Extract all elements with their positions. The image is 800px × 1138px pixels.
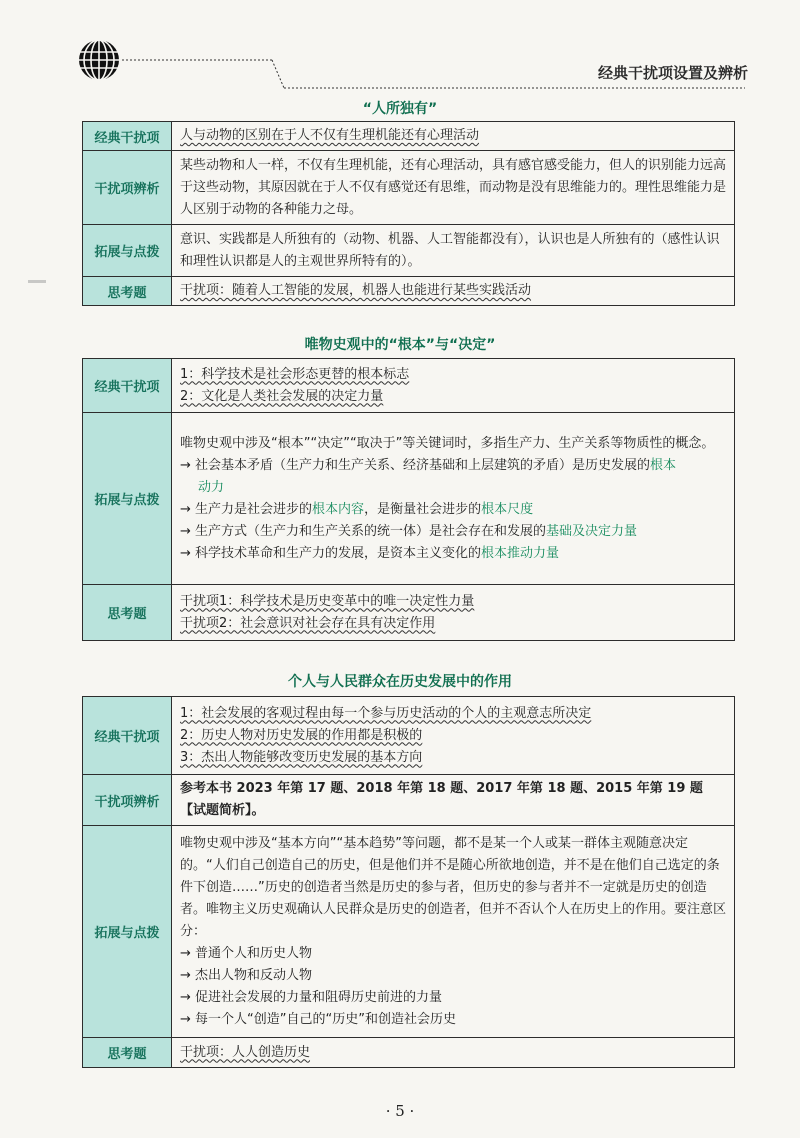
- section-title-3: 个人与人民群众在历史发展中的作用: [288, 674, 512, 690]
- section-table-3: [82, 696, 735, 1068]
- table-row: [83, 122, 735, 151]
- distractor-text: 人与动物的区别在于人不仅有生理机能还有心理活动: [180, 128, 480, 143]
- table-row: [83, 225, 735, 277]
- row-label: 经典干扰项: [83, 359, 172, 413]
- row-label: 思考题: [83, 585, 172, 641]
- list-item: → 科学技术革命和生产力的发展，是资本主义变化的根本推动力量: [180, 545, 560, 561]
- list-item: → 每一个人“创造”自己的“历史”和创造社会历史: [180, 1011, 456, 1027]
- row-content: [172, 413, 735, 585]
- highlight-text: 根本: [650, 457, 677, 473]
- row-content: [172, 1038, 735, 1068]
- question-text: 干扰项1：科学技术是历史变革中的唯一决定性力量: [180, 593, 475, 609]
- intro-text: 唯物史观中涉及“基本方向”“基本趋势”等问题，都不是某一个人或某一群体主观随意决定的。“人们自己创造自己的历史，但是他们并不是随心所欲地创造，并不是在他们自己选定的条件下创造……”历史的创造者当然是历史的参与者，但历史的参与者并不一定就是历史的创造者。唯物主义历史观确认人民群众是历史的创造者，但并不否认个人在历史上的作用。要注意区分：: [180, 835, 727, 939]
- reference-text: 参考本书 2023 年第 17 题、2018 年第 18 题、2017 年第 18 题、2015 年第 19 题【试题简析】。: [172, 775, 735, 826]
- row-label: 拓展与点拨: [83, 225, 172, 277]
- row-content: [172, 697, 735, 775]
- list-item: → 生产力是社会进步的根本内容，是衡量社会进步的根本尺度: [180, 501, 534, 517]
- section-title-1: “人所独有”: [362, 101, 438, 117]
- row-label: 经典干扰项: [83, 697, 172, 775]
- highlight-text: 根本推动力量: [481, 545, 560, 561]
- highlight-text: 根本尺度: [481, 501, 534, 517]
- row-label: 干扰项辨析: [83, 775, 172, 826]
- page-number: · 5 ·: [385, 1102, 415, 1120]
- page-header: [0, 0, 800, 95]
- table-row: [83, 413, 735, 585]
- highlight-text: 基础及决定力量: [546, 523, 638, 539]
- section-table-1: [82, 121, 735, 306]
- highlight-text: 根本内容: [312, 501, 365, 517]
- globe-icon: [77, 38, 121, 82]
- row-content: [172, 826, 735, 1038]
- distractor-text: 1：科学技术是社会形态更替的根本标志: [180, 366, 410, 382]
- question-text: 干扰项：随着人工智能的发展，机器人也能进行某些实践活动: [180, 283, 532, 298]
- distractor-text: 3：杰出人物能够改变历史发展的基本方向: [180, 749, 423, 765]
- distractor-text: 2：历史人物对历史发展的作用都是积极的: [180, 727, 423, 743]
- table-row: [83, 359, 735, 413]
- row-content: [172, 122, 735, 151]
- row-content: [172, 585, 735, 641]
- distractor-text: 2：文化是人类社会发展的决定力量: [180, 388, 384, 404]
- list-item: → 生产方式（生产力和生产关系的统一体）是社会存在和发展的基础及决定力量: [180, 523, 638, 539]
- row-label: 干扰项辨析: [83, 151, 172, 225]
- distractor-text: 1：社会发展的客观过程由每一个参与历史活动的个人的主观意志所决定: [180, 705, 592, 721]
- table-row: [83, 826, 735, 1038]
- row-content: 意识、实践都是人所独有的（动物、机器、人工智能都没有），认识也是人所独有的（感性认识和理性认识都是人的主观世界所特有的）。: [172, 225, 735, 277]
- row-label: 拓展与点拨: [83, 413, 172, 585]
- section-table-2: [82, 358, 735, 641]
- table-row: [83, 585, 735, 641]
- list-item: → 杰出人物和反动人物: [180, 967, 313, 983]
- question-text: 干扰项：人人创造历史: [180, 1044, 311, 1060]
- table-row: [83, 697, 735, 775]
- highlight-text: 动力: [198, 479, 225, 495]
- scan-mark: [28, 280, 46, 283]
- list-item: → 促进社会发展的力量和阻碍历史前进的力量: [180, 989, 443, 1005]
- header-title: 经典干扰项设置及辨析: [597, 64, 748, 82]
- list-item: → 社会基本矛盾（生产力和生产关系、经济基础和上层建筑的矛盾）是历史发展的根本 动力: [180, 455, 726, 499]
- section-title-2: 唯物史观中的“根本”与“决定”: [304, 337, 496, 353]
- intro-text: 唯物史观中涉及“根本”“决定”“取决于”等关键词时，多指生产力、生产关系等物质性的概念。: [180, 435, 715, 451]
- row-content: 某些动物和人一样，不仅有生理机能，还有心理活动，具有感官感受能力，但人的识别能力远高于这些动物，其原因就在于人不仅有感觉还有思维，而动物是没有思维能力的。理性思维能力是人区别于动物的各种能力之母。: [172, 151, 735, 225]
- question-text: 干扰项2：社会意识对社会存在具有决定作用: [180, 615, 436, 631]
- list-item: → 普通个人和历史人物: [180, 945, 313, 961]
- table-row: [83, 1038, 735, 1068]
- row-content: [172, 359, 735, 413]
- table-row: [83, 775, 735, 826]
- table-row: [83, 151, 735, 225]
- row-label: 拓展与点拨: [83, 826, 172, 1038]
- row-label: 思考题: [83, 1038, 172, 1068]
- row-content: [172, 277, 735, 306]
- row-label: 经典干扰项: [83, 122, 172, 151]
- table-row: [83, 277, 735, 306]
- row-label: 思考题: [83, 277, 172, 306]
